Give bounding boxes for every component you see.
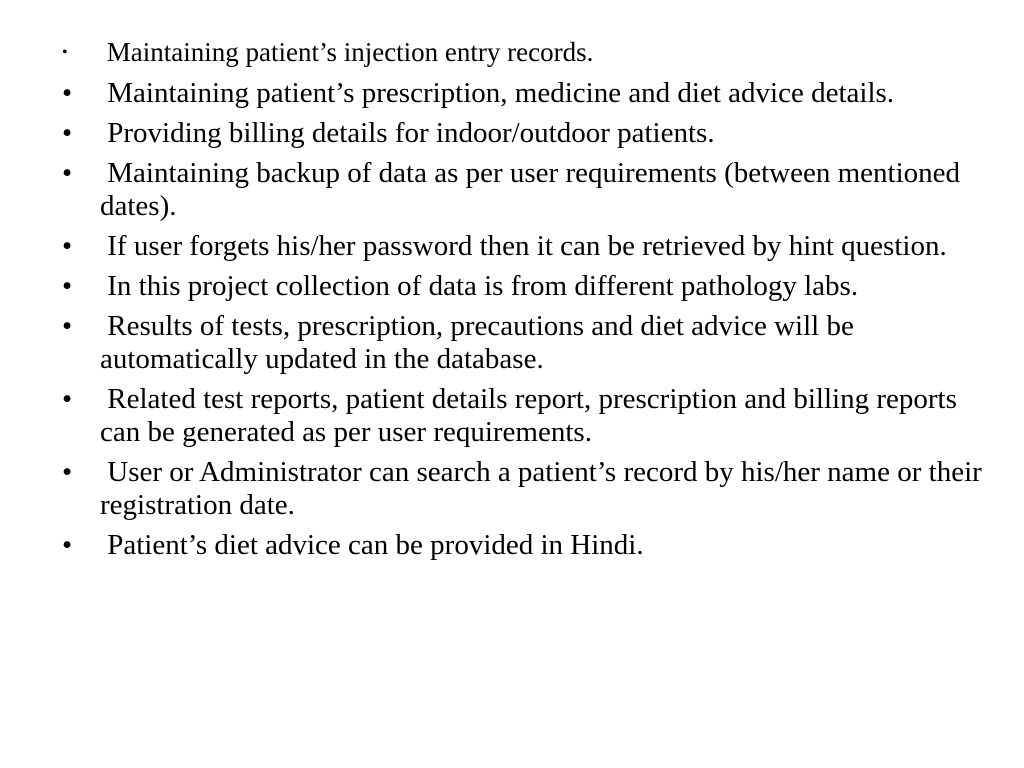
bullet-marker: • <box>62 77 73 109</box>
bullet-item <box>62 270 982 303</box>
bullet-list <box>62 36 982 569</box>
bullet-text: Maintaining patient’s prescription, medicine and diet advice details. <box>107 77 895 109</box>
bullet-marker: • <box>62 456 73 488</box>
bullet-item <box>62 157 982 223</box>
bullet-item <box>62 529 982 562</box>
bullet-item <box>62 456 982 522</box>
bullet-text: Patient’s diet advice can be provided in Hindi. <box>107 529 644 561</box>
bullet-marker: • <box>62 157 73 189</box>
bullet-item <box>62 77 982 110</box>
bullet-marker: • <box>62 270 73 302</box>
bullet-text: If user forgets his/her password then it can be retrieved by hint question. <box>107 230 947 262</box>
bullet-item <box>62 383 982 449</box>
bullet-marker: • <box>62 529 73 561</box>
bullet-text: Maintaining patient’s injection entry records. <box>106 37 594 67</box>
bullet-marker: • <box>62 117 73 149</box>
bullet-text: In this project collection of data is from different pathology labs. <box>107 270 859 302</box>
bullet-marker: • <box>62 383 73 415</box>
bullet-marker: • <box>62 44 68 61</box>
bullet-marker: • <box>62 230 73 262</box>
bullet-item <box>62 117 982 150</box>
bullet-marker: • <box>62 310 73 342</box>
bullet-text: Related test reports, patient details report, prescription and billing reports can be generated as per user requirements. <box>100 383 957 448</box>
bullet-item <box>62 310 982 376</box>
bullet-text: Providing billing details for indoor/outdoor patients. <box>107 117 715 149</box>
bullet-item <box>62 230 982 263</box>
bullet-text: Results of tests, prescription, precautions and diet advice will be automatically updated in the database. <box>100 310 854 375</box>
bullet-text: User or Administrator can search a patient’s record by his/her name or their registration date. <box>100 456 982 521</box>
bullet-item <box>62 36 982 69</box>
bullet-text: Maintaining backup of data as per user requirements (between mentioned dates). <box>100 157 961 222</box>
